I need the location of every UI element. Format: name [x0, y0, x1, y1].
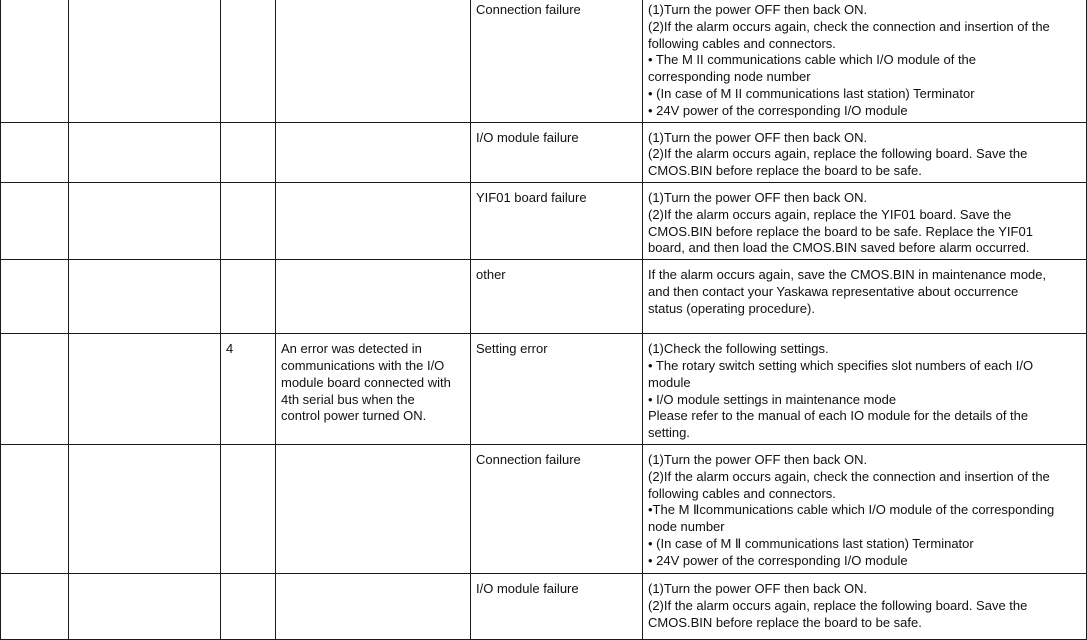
- cause-text: Setting error: [476, 341, 548, 357]
- cause-text: Connection failure: [476, 451, 581, 467]
- description-cell: [276, 334, 471, 445]
- alarm-name-cell: [69, 182, 221, 259]
- remedy-cell: [643, 334, 1087, 445]
- subcode-cell: [221, 334, 276, 445]
- alarm-name-cell: [69, 260, 221, 334]
- cause-text: I/O module failure: [476, 580, 579, 596]
- remedy-line: CMOS.BIN before replace the board to be safe.: [648, 163, 922, 179]
- alarm-name-cell: [69, 122, 221, 182]
- cause-cell: [471, 182, 643, 259]
- cause-text: other: [476, 267, 506, 283]
- cause-cell: [471, 444, 643, 573]
- remedy-cell: [643, 444, 1087, 573]
- alarm-code-cell: [1, 0, 69, 122]
- subcode-cell: [221, 260, 276, 334]
- remedy-line: following cables and connectors.: [648, 485, 836, 501]
- description-line: module board connected with: [281, 374, 451, 390]
- remedy-line: CMOS.BIN before replace the board to be safe.: [648, 614, 922, 630]
- subcode-cell: [221, 182, 276, 259]
- alarm-name-cell: [69, 573, 221, 639]
- alarm-code-cell: [1, 260, 69, 334]
- remedy-line: • 24V power of the corresponding I/O module: [648, 102, 908, 118]
- table-row: [1, 0, 1087, 122]
- remedy-cell: [643, 0, 1087, 122]
- remedy-line: module: [648, 374, 691, 390]
- remedy-cell: [643, 122, 1087, 182]
- remedy-line: following cables and connectors.: [648, 35, 836, 51]
- remedy-line: • I/O module settings in maintenance mode: [648, 391, 897, 407]
- alarm-name-cell: [69, 334, 221, 445]
- remedy-line: status (operating procedure).: [648, 300, 815, 316]
- remedy-line: (1)Turn the power OFF then back ON.: [648, 451, 868, 467]
- remedy-cell: [643, 573, 1087, 639]
- subcode-cell: [221, 573, 276, 639]
- description-cell: [276, 182, 471, 259]
- table-body: [1, 0, 1087, 639]
- description-line: An error was detected in: [281, 341, 422, 357]
- cause-text: I/O module failure: [476, 129, 579, 145]
- table-row: [1, 573, 1087, 639]
- table-row: [1, 122, 1087, 182]
- remedy-line: (2)If the alarm occurs again, replace the following board. Save the: [648, 597, 1028, 613]
- cause-cell: [471, 334, 643, 445]
- remedy-line: (2)If the alarm occurs again, replace the following board. Save the: [648, 146, 1028, 162]
- remedy-cell: [643, 260, 1087, 334]
- remedy-line: (1)Turn the power OFF then back ON.: [648, 2, 868, 17]
- remedy-line: •The M Ⅱcommunications cable which I/O module of the corresponding: [648, 502, 1055, 518]
- remedy-line: (1)Turn the power OFF then back ON.: [648, 189, 868, 205]
- subcode-cell: [221, 444, 276, 573]
- table-row: [1, 334, 1087, 445]
- remedy-line: • (In case of M Ⅱ communications last station) Terminator: [648, 535, 974, 551]
- remedy-line: setting.: [648, 425, 690, 441]
- remedy-line: node number: [648, 519, 725, 535]
- remedy-line: If the alarm occurs again, save the CMOS.BIN in maintenance mode,: [648, 267, 1047, 283]
- table-row: [1, 444, 1087, 573]
- remedy-line: (1)Check the following settings.: [648, 341, 829, 357]
- description-cell: [276, 122, 471, 182]
- description-cell: [276, 260, 471, 334]
- subcode-text: 4: [226, 341, 234, 357]
- description-cell: [276, 0, 471, 122]
- remedy-line: • The rotary switch setting which specifies slot numbers of each I/O: [648, 357, 1034, 373]
- remedy-cell: [643, 182, 1087, 259]
- table-row: [1, 182, 1087, 259]
- description-line: 4th serial bus when the: [281, 391, 415, 407]
- remedy-line: • The M II communications cable which I/O module of the: [648, 52, 977, 68]
- alarm-code-cell: [1, 444, 69, 573]
- cause-text: YIF01 board failure: [476, 189, 587, 205]
- table-row: [1, 260, 1087, 334]
- remedy-line: (1)Turn the power OFF then back ON.: [648, 129, 868, 145]
- remedy-line: (2)If the alarm occurs again, check the connection and insertion of the: [648, 468, 1050, 484]
- alarm-code-cell: [1, 334, 69, 445]
- cause-cell: [471, 260, 643, 334]
- subcode-cell: [221, 0, 276, 122]
- cause-cell: [471, 573, 643, 639]
- description-cell: [276, 573, 471, 639]
- remedy-line: Please refer to the manual of each IO module for the details of the: [648, 408, 1029, 424]
- remedy-line: CMOS.BIN before replace the board to be safe. Replace the YIF01: [648, 223, 1033, 239]
- cause-cell: [471, 122, 643, 182]
- description-cell: [276, 444, 471, 573]
- cause-text: Connection failure: [476, 2, 581, 17]
- cause-cell: [471, 0, 643, 122]
- remedy-line: corresponding node number: [648, 69, 811, 85]
- alarm-name-cell: [69, 0, 221, 122]
- remedy-line: (2)If the alarm occurs again, check the connection and insertion of the: [648, 18, 1050, 34]
- alarm-code-cell: [1, 122, 69, 182]
- remedy-line: and then contact your Yaskawa representative about occurrence: [648, 283, 1019, 299]
- alarm-code-cell: [1, 573, 69, 639]
- subcode-cell: [221, 122, 276, 182]
- remedy-line: (2)If the alarm occurs again, replace the YIF01 board. Save the: [648, 206, 1012, 222]
- remedy-line: (1)Turn the power OFF then back ON.: [648, 580, 868, 596]
- description-line: communications with the I/O: [281, 357, 445, 373]
- remedy-line: board, and then load the CMOS.BIN saved before alarm occurred.: [648, 240, 1030, 256]
- alarm-code-cell: [1, 182, 69, 259]
- description-line: control power turned ON.: [281, 408, 427, 424]
- alarm-name-cell: [69, 444, 221, 573]
- remedy-line: • 24V power of the corresponding I/O module: [648, 552, 908, 568]
- remedy-line: • (In case of M II communications last station) Terminator: [648, 85, 975, 101]
